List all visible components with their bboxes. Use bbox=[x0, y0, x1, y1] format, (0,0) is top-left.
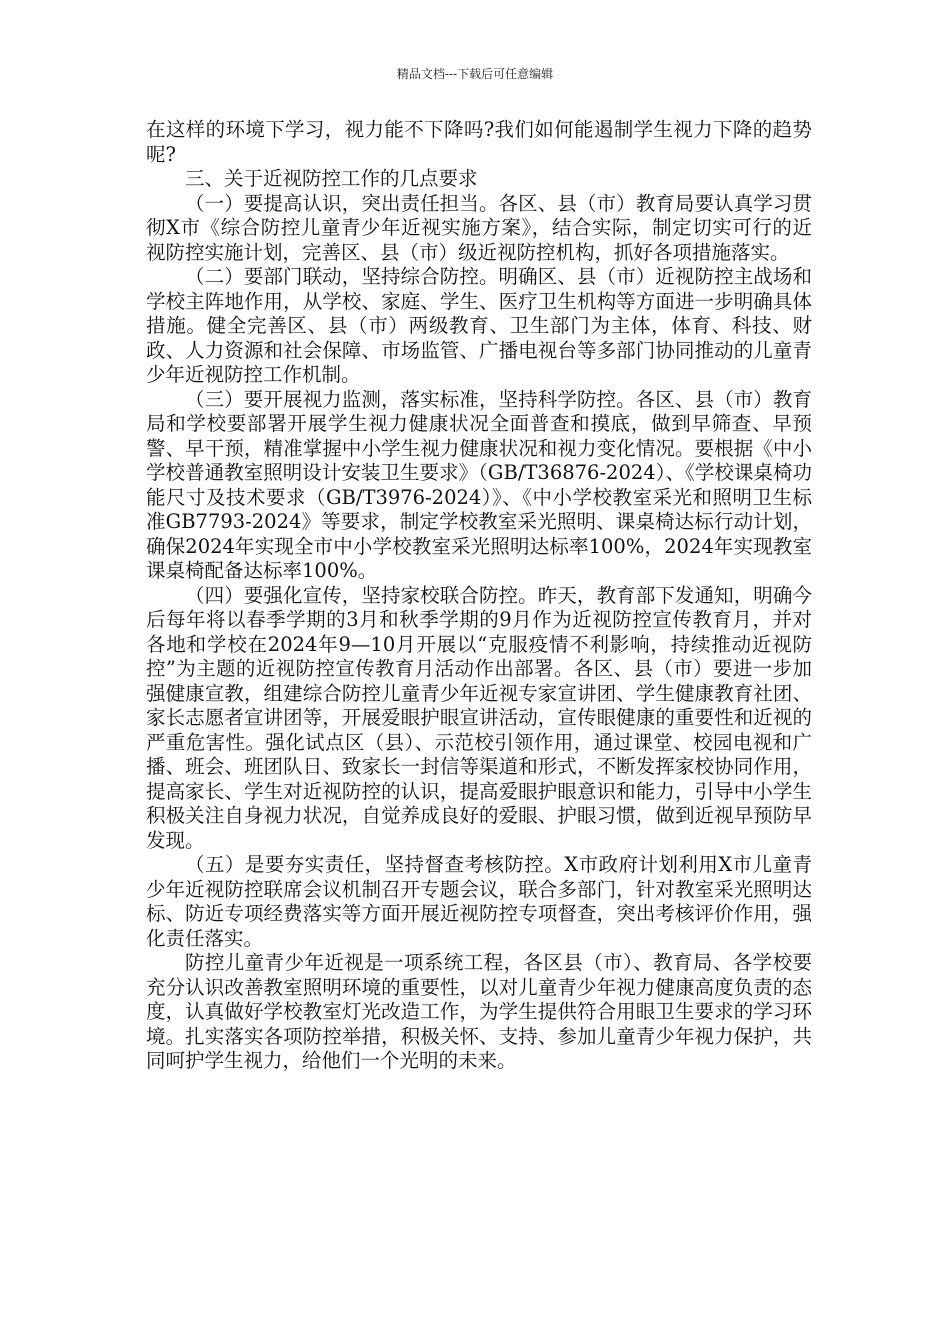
paragraph-intro-continuation: 在这样的环境下学习，视力能不下降吗?我们如何能遏制学生视力下降的趋势呢? bbox=[146, 118, 812, 166]
page-header: 精品文档---下载后可任意编辑 bbox=[396, 67, 554, 81]
paragraph-requirement-1: （一）要提高认识，突出责任担当。各区、县（市）教育局要认真学习贯彻X市《综合防控儿童青少年近视实施方案》，结合实际，制定切实可行的近视防控实施计划，完善区、县（市）级近视防控机构，抓好各项措施落实。 bbox=[146, 191, 812, 264]
paragraph-conclusion: 防控儿童青少年近视是一项系统工程，各区县（市）、教育局、各学校要充分认识改善教室照明环境的重要性，以对儿童青少年视力健康高度负责的态度，认真做好学校教室灯光改造工作，为学生提供符合用眼卫生要求的学习环境。扎实落实各项防控举措，积极关怀、支持、参加儿童青少年视力保护，共同呵护学生视力，给他们一个光明的未来。 bbox=[146, 951, 812, 1072]
paragraph-requirement-4: （四）要强化宣传，坚持家校联合防控。昨天，教育部下发通知，明确今后每年将以春季学期的3月和秋季学期的9月作为近视防控宣传教育月，并对各地和学校在2024年9—10月开展以“克服疫情不利影响，持续推动近视防控”为主题的近视防控宣传教育月活动作出部署。各区、县（市）要进一步加强健康宣教，组建综合防控儿童青少年近视专家宣讲团、学生健康教育社团、家长志愿者宣讲团等，开展爱眼护眼宣讲活动，宣传眼健康的重要性和近视的严重危害性。强化试点区（县）、示范校引领作用，通过课堂、校园电视和广播、班会、班团队日、致家长一封信等渠道和形式，不断发挥家校协同作用，提高家长、学生对近视防控的认识，提高爱眼护眼意识和能力，引导中小学生积极关注自身视力状况，自觉养成良好的爱眼、护眼习惯，做到近视早预防早发现。 bbox=[146, 583, 812, 852]
paragraph-requirement-3: （三）要开展视力监测，落实标准，坚持科学防控。各区、县（市）教育局和学校要部署开展学生视力健康状况全面普查和摸底，做到早筛查、早预警、早干预，精准掌握中小学生视力健康状况和视力变化情况。要根据《中小学校普通教室照明设计安装卫生要求》（GB/T36876-2024）、《学校课桌椅功能尺寸及技术要求（GB/T3976-2024）》、《中小学校教室采光和照明卫生标准GB7793-2024》等要求，制定学校教室采光照明、课桌椅达标行动计划，确保2024年实现全市中小学校教室采光照明达标率100%，2024年实现教室课桌椅配备达标率100%。 bbox=[146, 387, 812, 582]
paragraph-requirement-2: （二）要部门联动，坚持综合防控。明确区、县（市）近视防控主战场和学校主阵地作用，从学校、家庭、学生、医疗卫生机构等方面进一步明确具体措施。健全完善区、县（市）两级教育、卫生部门为主体，体育、科技、财政、人力资源和社会保障、市场监管、广播电视台等多部门协同推动的儿童青少年近视防控工作机制。 bbox=[146, 265, 812, 386]
paragraph-requirement-5: （五）是要夯实责任，坚持督查考核防控。X市政府计划利用X市儿童青少年近视防控联席会议机制召开专题会议，联合多部门，针对教室采光照明达标、防近专项经费落实等方面开展近视防控专项督查，突出考核评价作用，强化责任落实。 bbox=[146, 853, 812, 950]
section-heading: 三、关于近视防控工作的几点要求 bbox=[185, 167, 478, 190]
document-body bbox=[146, 118, 812, 1074]
